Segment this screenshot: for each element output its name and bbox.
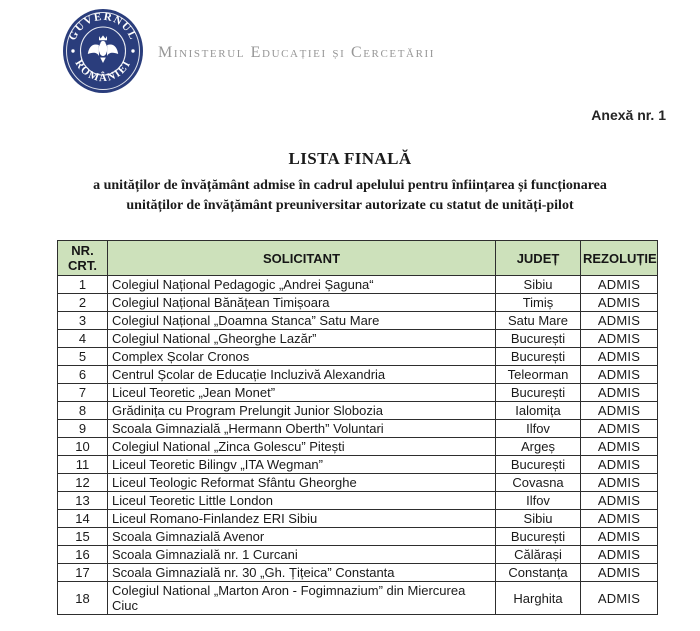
cell-rezolutie: ADMIS xyxy=(581,564,658,582)
cell-rezolutie: ADMIS xyxy=(581,384,658,402)
cell-solicitant: Grădinița cu Program Prelungit Junior Slobozia xyxy=(108,402,496,420)
ministry-name: Ministerul Educației și Cercetării xyxy=(158,44,436,61)
cell-rezolutie: ADMIS xyxy=(581,510,658,528)
cell-nr-crt: 18 xyxy=(58,582,108,615)
cell-solicitant: Colegiul National „Marton Aron - Fogimnazium” din Miercurea Ciuc xyxy=(108,582,496,615)
cell-nr-crt: 4 xyxy=(58,330,108,348)
table-row xyxy=(58,582,658,615)
column-header-judet: JUDEȚ xyxy=(496,241,581,276)
cell-judet: Sibiu xyxy=(496,276,581,294)
cell-nr-crt: 17 xyxy=(58,564,108,582)
government-seal-logo xyxy=(62,8,144,94)
table-row xyxy=(58,366,658,384)
table-row xyxy=(58,528,658,546)
cell-judet: Ialomița xyxy=(496,402,581,420)
table-row xyxy=(58,456,658,474)
table-row xyxy=(58,348,658,366)
cell-rezolutie: ADMIS xyxy=(581,330,658,348)
cell-nr-crt: 11 xyxy=(58,456,108,474)
cell-solicitant: Colegiul Național Bănățean Timișoara xyxy=(108,294,496,312)
cell-rezolutie: ADMIS xyxy=(581,312,658,330)
column-header-nr-crt: NR. CRT. xyxy=(58,241,108,276)
document-title: LISTA FINALĂ xyxy=(288,149,412,168)
cell-rezolutie: ADMIS xyxy=(581,528,658,546)
cell-judet: Harghita xyxy=(496,582,581,615)
cell-judet: București xyxy=(496,330,581,348)
cell-rezolutie: ADMIS xyxy=(581,456,658,474)
document-subtitle-line2: unităților de învățământ preuniversitar autorizate cu statut de unități-pilot xyxy=(126,198,574,213)
cell-nr-crt: 5 xyxy=(58,348,108,366)
cell-nr-crt: 16 xyxy=(58,546,108,564)
annex-label: Anexă nr. 1 xyxy=(591,107,666,123)
cell-rezolutie: ADMIS xyxy=(581,276,658,294)
column-header-solicitant: SOLICITANT xyxy=(108,241,496,276)
cell-solicitant: Scoala Gimnazială „Hermann Oberth” Voluntari xyxy=(108,420,496,438)
column-header-rezolutie: REZOLUȚIE xyxy=(581,241,658,276)
cell-solicitant: Scoala Gimnazială nr. 30 „Gh. Țițeica” Constanta xyxy=(108,564,496,582)
table-row xyxy=(58,330,658,348)
table-row xyxy=(58,276,658,294)
table-row xyxy=(58,546,658,564)
cell-nr-crt: 7 xyxy=(58,384,108,402)
cell-judet: București xyxy=(496,348,581,366)
cell-rezolutie: ADMIS xyxy=(581,438,658,456)
cell-nr-crt: 12 xyxy=(58,474,108,492)
cell-solicitant: Liceul Teoretic Bilingv „ITA Wegman” xyxy=(108,456,496,474)
cell-solicitant: Liceul Teoretic „Jean Monet” xyxy=(108,384,496,402)
cell-solicitant: Scoala Gimnazială nr. 1 Curcani xyxy=(108,546,496,564)
cell-nr-crt: 14 xyxy=(58,510,108,528)
cell-nr-crt: 10 xyxy=(58,438,108,456)
cell-judet: Teleorman xyxy=(496,366,581,384)
cell-judet: Ilfov xyxy=(496,420,581,438)
document-subtitle-line1: a unităților de învățământ admise în cadrul apelului pentru înființarea și funcționarea xyxy=(93,178,607,193)
title-block xyxy=(0,149,700,216)
cell-solicitant: Liceul Teologic Reformat Sfântu Gheorghe xyxy=(108,474,496,492)
cell-judet: București xyxy=(496,456,581,474)
table-row xyxy=(58,420,658,438)
cell-judet: Satu Mare xyxy=(496,312,581,330)
cell-solicitant: Colegiul Național Pedagogic „Andrei Șaguna“ xyxy=(108,276,496,294)
table-header-row xyxy=(58,241,658,276)
cell-judet: București xyxy=(496,528,581,546)
cell-nr-crt: 6 xyxy=(58,366,108,384)
cell-solicitant: Colegiul National „Gheorghe Lazăr” xyxy=(108,330,496,348)
table-row xyxy=(58,492,658,510)
cell-solicitant: Colegiul Național „Doamna Stanca” Satu Mare xyxy=(108,312,496,330)
cell-solicitant: Scoala Gimnazială Avenor xyxy=(108,528,496,546)
cell-rezolutie: ADMIS xyxy=(581,582,658,615)
table-row xyxy=(58,294,658,312)
table-row xyxy=(58,384,658,402)
cell-judet: Călărași xyxy=(496,546,581,564)
cell-judet: București xyxy=(496,384,581,402)
cell-judet: Constanța xyxy=(496,564,581,582)
cell-nr-crt: 9 xyxy=(58,420,108,438)
cell-rezolutie: ADMIS xyxy=(581,420,658,438)
cell-nr-crt: 2 xyxy=(58,294,108,312)
table-row xyxy=(58,564,658,582)
cell-nr-crt: 1 xyxy=(58,276,108,294)
table-row xyxy=(58,402,658,420)
cell-judet: Ilfov xyxy=(496,492,581,510)
seal-top-text: GUVERNUL xyxy=(66,10,140,43)
cell-solicitant: Complex Școlar Cronos xyxy=(108,348,496,366)
cell-solicitant: Liceul Teoretic Little London xyxy=(108,492,496,510)
cell-nr-crt: 3 xyxy=(58,312,108,330)
cell-rezolutie: ADMIS xyxy=(581,474,658,492)
romanian-government-seal-icon xyxy=(62,8,144,94)
cell-rezolutie: ADMIS xyxy=(581,366,658,384)
table-row xyxy=(58,312,658,330)
cell-judet: Covasna xyxy=(496,474,581,492)
cell-solicitant: Colegiul National „Zinca Golescu” Pitești xyxy=(108,438,496,456)
cell-rezolutie: ADMIS xyxy=(581,402,658,420)
cell-judet: Argeș xyxy=(496,438,581,456)
cell-judet: Timiș xyxy=(496,294,581,312)
cell-nr-crt: 15 xyxy=(58,528,108,546)
table-row xyxy=(58,438,658,456)
cell-rezolutie: ADMIS xyxy=(581,546,658,564)
cell-rezolutie: ADMIS xyxy=(581,348,658,366)
cell-nr-crt: 13 xyxy=(58,492,108,510)
cell-solicitant: Liceul Romano-Finlandez ERI Sibiu xyxy=(108,510,496,528)
table-row xyxy=(58,510,658,528)
cell-rezolutie: ADMIS xyxy=(581,492,658,510)
table-body xyxy=(58,276,658,615)
cell-rezolutie: ADMIS xyxy=(581,294,658,312)
seal-bottom-text: ROMÂNIEI xyxy=(72,57,134,85)
cell-solicitant: Centrul Școlar de Educație Incluzivă Alexandria xyxy=(108,366,496,384)
cell-judet: Sibiu xyxy=(496,510,581,528)
cell-nr-crt: 8 xyxy=(58,402,108,420)
table-row xyxy=(58,474,658,492)
results-table xyxy=(57,240,658,615)
document-header xyxy=(62,8,435,94)
